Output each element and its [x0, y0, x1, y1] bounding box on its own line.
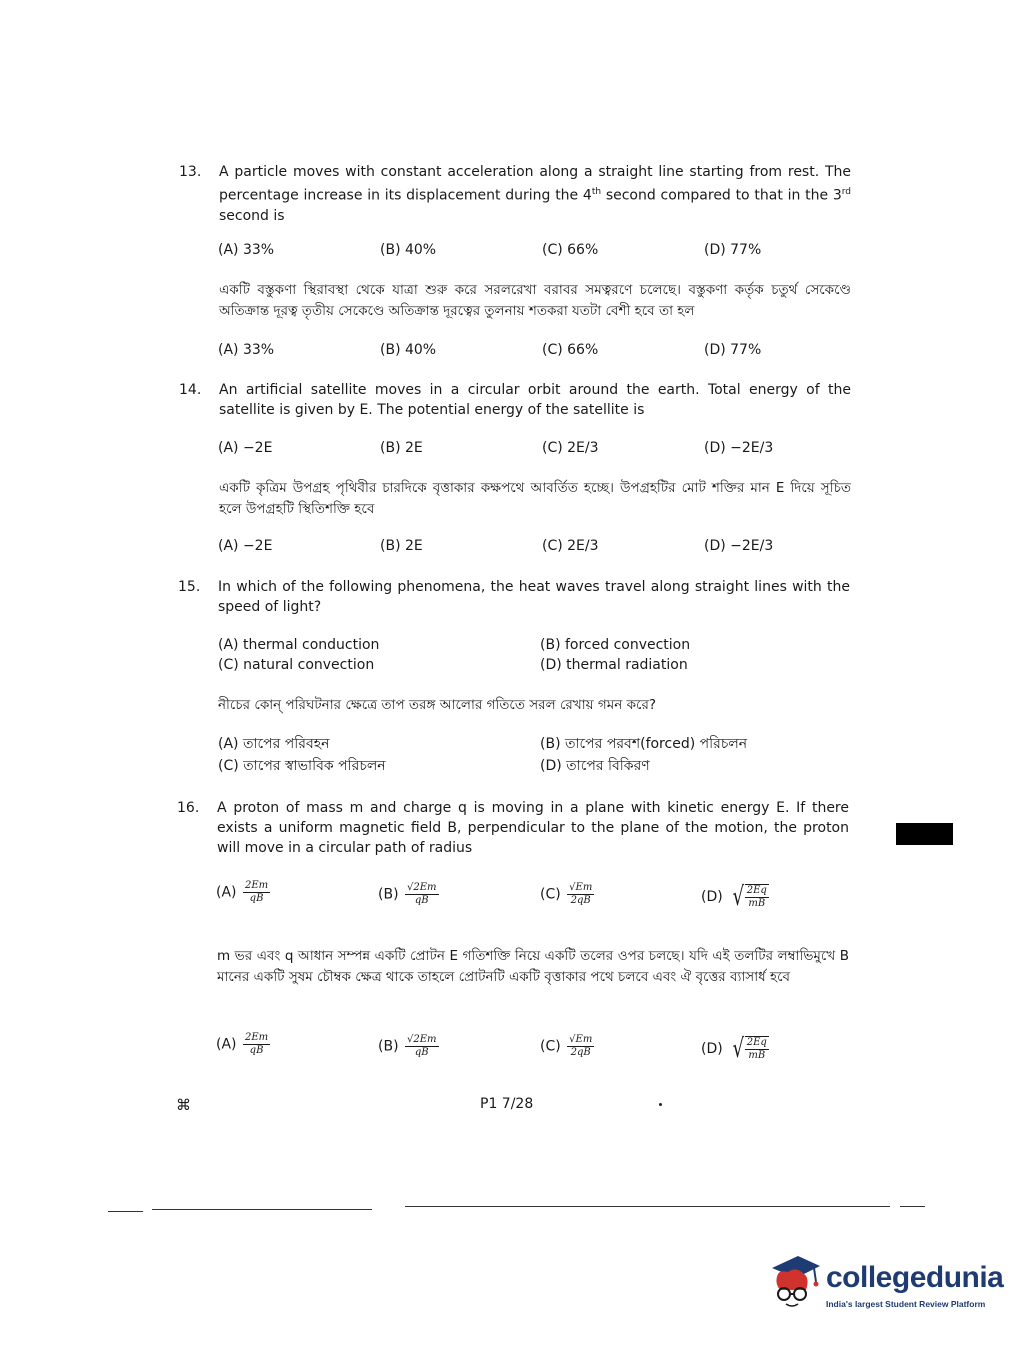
q16-bn-option-c-fraction: $\frac{√Em}{2qB}$: [569, 1034, 593, 1058]
q16-option-c-fraction: $\frac{√Em}{2qB}$: [569, 882, 593, 906]
q15-option-d: (D) thermal radiation: [540, 657, 688, 673]
q15-option-b: (B) forced convection: [540, 637, 691, 653]
question-13-number: 13.: [179, 164, 202, 180]
question-15-text-bengali: নীচের কোন্ পরিঘটনার ক্ষেত্রে তাপ তরঙ্গ আলোর গতিতে সরল রেখায় গমন করে?: [218, 697, 657, 713]
q13-bn-option-a: (A) 33%: [218, 342, 275, 358]
q16-bn-option-b-label: (B): [378, 1038, 399, 1055]
question-15-text: In which of the following phenomena, the heat waves travel along straight lines with the speed of light?: [218, 579, 850, 615]
q15-bn-option-b: (B) তাপের পরবশ(forced) পরিচলন: [540, 736, 748, 752]
question-15-number: 15.: [178, 579, 201, 595]
q16-bn-option-b: [378, 1034, 439, 1059]
q16-bn-option-a-fraction: $\frac{2Em}{qB}$: [244, 1032, 269, 1056]
q14-bn-option-a: (A) −2E: [218, 538, 273, 554]
q13-option-c: (C) 66%: [542, 242, 599, 258]
q13-option-d: (D) 77%: [704, 242, 762, 258]
question-14-number: 14.: [179, 382, 202, 398]
q16-option-c-label: (C): [540, 886, 561, 903]
q16-option-a-label: (A): [216, 884, 237, 901]
q14-option-c: (C) 2E/3: [542, 440, 599, 456]
q14-option-d: (D) −2E/3: [704, 440, 774, 456]
footer-dot: [659, 1103, 662, 1106]
q15-option-a: (A) thermal conduction: [218, 637, 380, 653]
q15-bn-option-d: (D) তাপের বিকিরণ: [540, 758, 650, 774]
q16-bn-option-b-fraction: $\frac{√2Em}{qB}$: [406, 1034, 437, 1058]
q16-option-d-label: (D): [701, 889, 723, 905]
question-16-number: 16.: [177, 800, 200, 816]
q16-option-b-fraction: $\frac{√2Em}{qB}$: [406, 882, 437, 906]
q16-option-a: [216, 880, 270, 905]
q16-option-d-sqrt: √ $\frac{2Eq}{mB}$: [732, 882, 767, 912]
q14-bn-option-c: (C) 2E/3: [542, 538, 599, 554]
q14-bn-option-b: (B) 2E: [380, 538, 423, 554]
q16-option-b-label: (B): [378, 886, 399, 903]
footer-rule-4: [900, 1206, 925, 1207]
question-16-text-bengali: m ভর এবং q আধান সম্পন্ন একটি প্রোটন E গতিশক্তি নিয়ে একটি তলের ওপর চলছে। যদি এই তলটির লম্বাভিমুখে B মানের একটি সুষম চৌম্বক ক্ষেত্র থাকে তাহলে প্রোটনটি একটি বৃত্তাকার পথে চলবে এবং ঐ বৃত্তের ব্যাসার্ধ হবে: [217, 948, 849, 985]
q16-bn-option-c-label: (C): [540, 1038, 561, 1055]
q15-bn-option-c: (C) তাপের স্বাভাবিক পরিচলন: [218, 758, 386, 774]
q13-bn-option-d: (D) 77%: [704, 342, 762, 358]
collegedunia-logo-text: collegedunia: [826, 1261, 1004, 1294]
q16-bn-option-a: [216, 1032, 270, 1057]
footer-page-number: P1 7/28: [480, 1096, 534, 1112]
collegedunia-logo-icon: [766, 1250, 824, 1310]
question-13-text: A particle moves with constant acceleration along a straight line starting from rest. The percentage increase in its displacement during the 4th second compared to that in the 3rd second is: [219, 164, 851, 224]
q13-option-a: (A) 33%: [218, 242, 275, 258]
q16-option-a-fraction: $\frac{2Em}{qB}$: [244, 880, 269, 904]
footer-rule-2: [152, 1209, 372, 1210]
collegedunia-tagline: India's largest Student Review Platform: [826, 1299, 986, 1309]
q13-bn-option-b: (B) 40%: [380, 342, 437, 358]
q16-bn-option-d-label: (D): [701, 1041, 723, 1057]
q16-bn-option-a-label: (A): [216, 1036, 237, 1053]
question-13-text-bengali: একটি বস্তুকণা স্থিরাবস্থা থেকে যাত্রা শুরু করে সরলরেখা বরাবর সমত্বরণে চলেছে। বস্তুকণা কর্তৃক চতুর্থ সেকেণ্ডে অতিক্রান্ত দূরত্ব তৃতীয় সেকেণ্ডে অতিক্রান্ত দূরত্বের তুলনায় শতকরা যতটা বেশী হবে তা হল: [219, 282, 851, 319]
q16-option-d: [701, 884, 769, 910]
q14-option-b: (B) 2E: [380, 440, 423, 456]
q16-bn-option-d-sqrt: √ $\frac{2Eq}{mB}$: [732, 1034, 767, 1064]
q14-option-a: (A) −2E: [218, 440, 273, 456]
footer-symbol: ⌘: [176, 1096, 191, 1114]
q16-bn-option-d: [701, 1036, 769, 1062]
q16-bn-option-c: [540, 1034, 594, 1059]
q15-option-c: (C) natural convection: [218, 657, 375, 673]
q16-option-b: [378, 882, 439, 907]
footer-rule-3: [405, 1206, 890, 1207]
q15-bn-option-a: (A) তাপের পরিবহন: [218, 736, 330, 752]
question-14-text-bengali: একটি কৃত্রিম উপগ্রহ পৃথিবীর চারদিকে বৃত্তাকার কক্ষপথে আবর্তিত হচ্ছে। উপগ্রহটির মোট শক্তির মান E দিয়ে সূচিত হলে উপগ্রহটি স্থিতিশক্তি হবে: [219, 480, 851, 517]
question-14-text: An artificial satellite moves in a circular orbit around the earth. Total energy of the satellite is given by E. The potential energy of the satellite is: [219, 382, 851, 418]
redaction-block: [896, 823, 953, 845]
q13-option-b: (B) 40%: [380, 242, 437, 258]
q13-bn-option-c: (C) 66%: [542, 342, 599, 358]
q14-bn-option-d: (D) −2E/3: [704, 538, 774, 554]
question-16-text: A proton of mass m and charge q is moving in a plane with kinetic energy E. If there exists a uniform magnetic field B, perpendicular to the plane of the motion, the proton will move in a circular path of radius: [217, 800, 849, 856]
footer-rule-1: [108, 1211, 143, 1212]
q16-option-c: [540, 882, 594, 907]
